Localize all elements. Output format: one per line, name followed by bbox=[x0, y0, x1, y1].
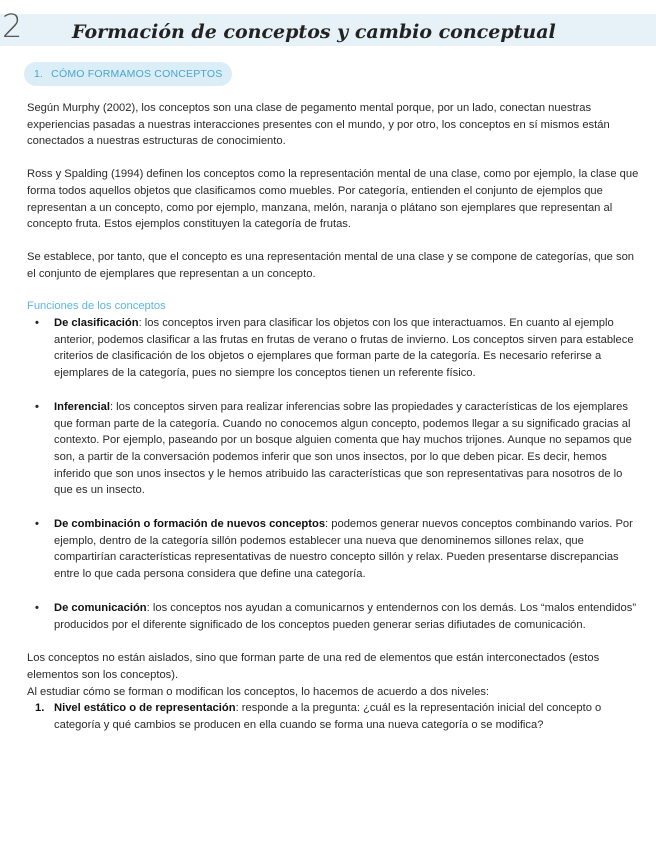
section-title: CÓMO FORMAMOS CONCEPTOS bbox=[51, 68, 223, 80]
bullet-icon: • bbox=[35, 317, 39, 330]
list-item bbox=[27, 700, 639, 733]
function-term: De comunicación bbox=[54, 601, 147, 614]
bullet-icon: • bbox=[35, 601, 39, 614]
list-item bbox=[27, 399, 639, 499]
list-item bbox=[27, 315, 639, 382]
chapter-number: 2 bbox=[2, 7, 23, 45]
function-text: : los conceptos sirven para realizar inferencias sobre las propiedades y características de los ejemplares que forman parte de la categoría. Cuando no conocemos algun concepto, podemos llegar a su significado gracias al contexto. Por ejemplo, paseando por un bosque alguien comenta que hay muchos trijones. Aunque no sepamos que son, a partir de la conversación podemos inferir que son unos insectos, por lo que deben picar. Es decir, hemos inferido que son unos insectos y le hemos atribuido las características que son representativas para nosotros de lo que es un insecto. bbox=[54, 400, 632, 497]
function-term: De clasificación bbox=[54, 317, 139, 330]
bullet-icon: • bbox=[35, 400, 39, 413]
function-text: : los conceptos irven para clasificar los objetos con los que interactuamos. En cuanto al ejemplo anterior, podemos clasificar a las frutas en frutas de verano o frutas de invierno. Los conceptos sirven para establece criterios de clasificación de los objetos o ejemplares que forman parte de la categoría. Es necesario referirse a ejemplares de la categoría, pues no siempre los conceptos tienen un referente físico. bbox=[54, 317, 634, 380]
level-number: 1. bbox=[35, 702, 45, 715]
levels-list bbox=[27, 700, 639, 733]
body-content bbox=[27, 100, 639, 734]
list-item bbox=[27, 516, 639, 583]
functions-list bbox=[27, 315, 639, 633]
function-text: : podemos generar nuevos conceptos combinando varios. Por ejemplo, dentro de la categoría sillón podemos establecer una nueva que denominemos sillones relax, que compartirían características representativas de nuestro concepto sillón y relax. Pueden presentarse discrepancias entre lo que cada persona considera que define una categoría. bbox=[54, 518, 633, 581]
function-text: : los conceptos nos ayudan a comunicarnos y entendernos con los demás. Los “malos entendidos” producidos por el diferente significado de los conceptos pueden generar serias difiutades de comunicación. bbox=[54, 601, 637, 631]
list-item bbox=[27, 600, 639, 633]
section-heading bbox=[24, 62, 232, 86]
function-term: De combinación o formación de nuevos conceptos bbox=[54, 518, 326, 531]
closing-paragraph: Los conceptos no están aislados, sino que forman parte de una red de elementos que están interconectados (estos elementos son los conceptos). bbox=[27, 652, 600, 681]
level-text: : responde a la pregunta: ¿cuál es la representación inicial del concepto o categoría y qué cambios se producen en ella cuando se forma una nueva categoría o se modifica? bbox=[54, 702, 602, 732]
function-term: Inferencial bbox=[54, 400, 110, 413]
bullet-icon: • bbox=[35, 518, 39, 531]
functions-heading: Funciones de los conceptos bbox=[27, 300, 166, 313]
paragraph: Según Murphy (2002), los conceptos son una clase de pegamento mental porque, por un lado, conectan nuestras experiencias pasadas a nuestras interacciones presentes con el mundo, y por otro, los conceptos en sí mismos están conectados a nuestras estructuras de conocimiento. bbox=[27, 102, 610, 148]
closing-paragraph: Al estudiar cómo se forman o modifican los conceptos, lo hacemos de acuerdo a dos niveles: bbox=[27, 685, 490, 698]
paragraph: Se establece, por tanto, que el concepto es una representación mental de una clase y se compone de categorías, que son el conjunto de ejemplares que representan a un concepto. bbox=[27, 250, 635, 280]
paragraph: Ross y Spalding (1994) definen los conceptos como la representación mental de una clase, como por ejemplo, la clase que forma todos aquellos objetos que clasificamos como muebles. Por categoría, entienden el conjunto de ejemplos que representan a un concepto, como por ejemplo, manzana, melón, naranja o plátano son ejemplares que representan al concepto fruta. Estos ejemplos constituyen la categoría de frutas. bbox=[27, 168, 639, 231]
chapter-title: Formación de conceptos y cambio conceptual bbox=[72, 21, 556, 43]
section-number: 1. bbox=[34, 68, 44, 80]
level-term: Nivel estático o de representación bbox=[54, 702, 236, 715]
